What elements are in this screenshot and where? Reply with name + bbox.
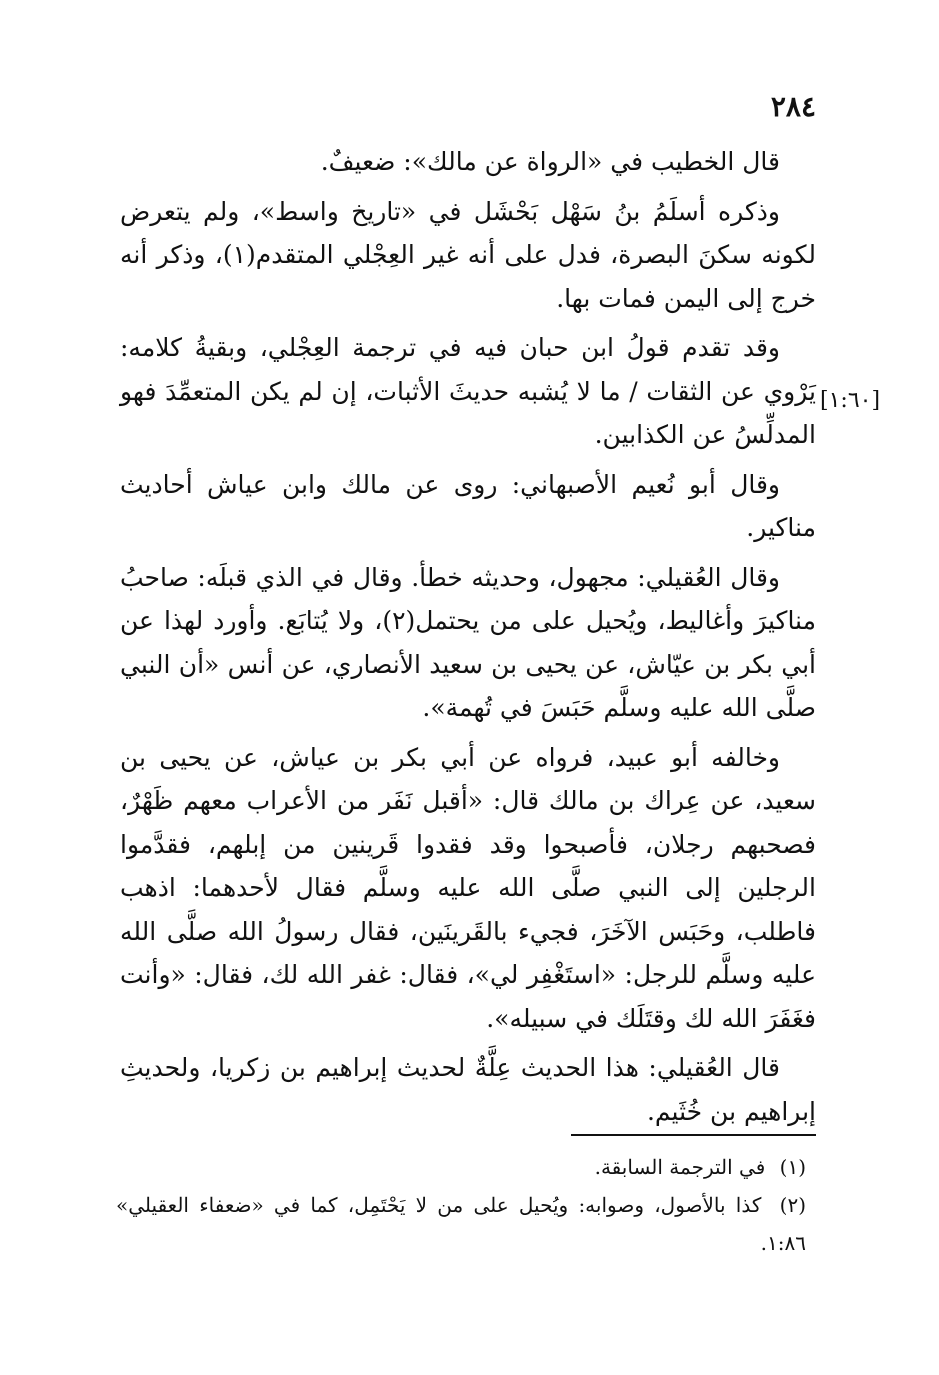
footnote-divider [571,1134,816,1136]
footnote-1-number: (١) [779,1155,806,1179]
footnote-1 [116,1148,816,1186]
footnote-2-number: (٢) [779,1193,806,1217]
paragraph-3: وقد تقدم قولُ ابن حبان فيه في ترجمة العِجْلي، وبقيةُ كلامه: يَرْوي عن الثقات / ما لا يُشبه حديثَ الأثبات، إن لم يكن المتعمِّدَ فهو المدلِّسُ عن الكذابين. [120,333,816,449]
main-text [120,140,816,1139]
footnotes [116,1148,816,1262]
page-number: ٢٨٤ [770,90,816,123]
paragraph-7: قال العُقيلي: هذا الحديث عِلَّةٌ لحديث إبراهيم بن زكريا، ولحديثِ إبراهيم بن خُثَيم. [120,1053,816,1126]
paragraph-1: قال الخطيب في «الرواة عن مالك»: ضعيفٌ. [320,147,780,176]
paragraph-2: وذكره أسلَمُ بنُ سَهْل بَحْشَل في «تاريخ واسط»، ولم يتعرض لكونه سكنَ البصرة، فدل على أنه غير العِجْلي المتقدم(١)، وذكر أنه خرج إلى اليمن فمات بها. [120,196,816,313]
paragraph-6: وخالفه أبو عبيد، فرواه عن أبي بكر بن عياش، عن يحيى بن سعيد، عن عِراك بن مالك قال: «أقبل نَفَر من الأعراب معهم ظَهْرٌ، فصحبهم رجلان، فأصبحوا وقد فقدوا قَرينين من إبلهم، فقدَّموا الرجلين إلى النبي صلَّى الله عليه وسلَّم فقال لأحدهما: اذهب فاطلب، وحَبَس الآخَرَ، فجيء بالقَرينَين، فقال رسولُ الله صلَّى الله عليه وسلَّم للرجل: «استَغْفِر لي»، فقال: غفر الله لك، فقال: «وأنت فغَفَرَ الله لك وقتَلَك في سبيله». [120,742,816,1033]
footnote-2 [116,1186,816,1262]
paragraph-5: وقال العُقيلي: مجهول، وحديثه خطأ. وقال في الذي قبلَه: صاحبُ مناكيرَ وأغاليط، ويُحيل على من يحتمل(٢)، ولا يُتابَع. وأورد لهذا عن أبي بكر بن عيّاش، عن يحيى بن سعيد الأنصاري، عن أنس «أن النبي صلَّى الله عليه وسلَّم حَبَسَ في تُهمة». [120,562,816,722]
footnote-1-text: في الترجمة السابقة. [594,1155,766,1179]
footnote-2-text: كذا بالأصول، وصوابه: ويُحيل على من لا يَحْتَمِل، كما في «ضعفاء العقيلي» ١:٨٦. [116,1193,806,1255]
paragraph-4: وقال أبو نُعيم الأصبهاني: روى عن مالك وابن عياش أحاديث مناكير. [120,469,816,542]
margin-reference: [١:٦٠] [820,388,881,413]
